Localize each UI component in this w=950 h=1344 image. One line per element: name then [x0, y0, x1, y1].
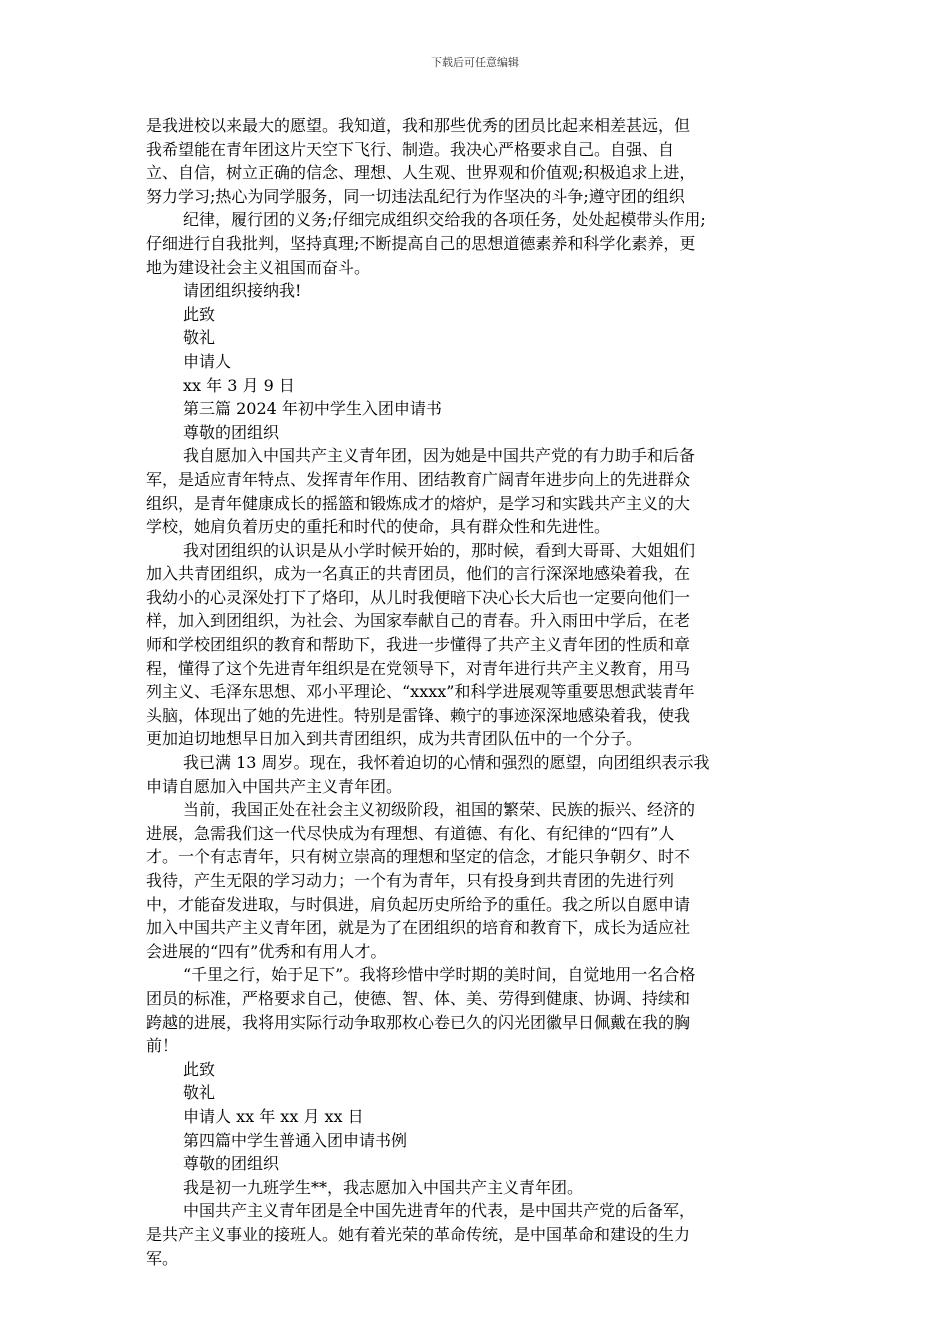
text-line: 会进展的“四有”优秀和有用人才。: [146, 941, 387, 961]
text-line: 敬礼: [183, 328, 216, 348]
text-line: 我希望能在青年团这片天空下飞行、制造。我决心严格要求自己。自强、自: [146, 139, 675, 159]
text-line: 团员的标准，严格要求自己，使德、智、体、美、劳得到健康、协调、持续和: [146, 988, 691, 1008]
text-line: 我待，产生无限的学习动力；一个有为青年，只有投身到共青团的先进行列: [146, 871, 675, 890]
text-line: 是我进校以来最大的愿望。我知道，我和那些优秀的团员比起来相差甚远，但: [146, 116, 691, 135]
text-line: 我是初一九班学生**，我志愿加入中国共产主义青年团。: [183, 1177, 584, 1197]
text-line: 进展，急需我们这一代尽快成为有理想、有道德、有化、有纪律的“四有”人: [146, 823, 675, 843]
text-line: 学校，她肩负着历史的重托和时代的使命，具有群众性和先进性。: [146, 517, 611, 537]
text-line: 第三篇 2024 年初中学生入团申请书: [183, 399, 442, 419]
text-line: 此致: [183, 1059, 216, 1079]
text-line: 我自愿加入中国共产主义青年团，因为她是中国共产党的有力助手和后备: [183, 446, 696, 466]
text-line: 样，加入到团组织，为社会、为国家奉献自己的青春。升入雨田中学后，在老: [146, 611, 691, 631]
text-line: 敬礼: [183, 1083, 216, 1103]
text-line: 地为建设社会主义祖国而奋斗。: [146, 257, 371, 277]
text-line: 立、自信，树立正确的信念、理想、人生观、世界观和价值观;积极追求上进，: [146, 163, 696, 183]
text-line: 更加迫切地想早日加入到共青团组织，成为共青团队伍中的一个分子。: [146, 729, 643, 749]
text-line: 我幼小的心灵深处打下了烙印，从儿时我便暗下决心长大后也一定要向他们一: [146, 587, 691, 607]
text-line: 是共产主义事业的接班人。她有着光荣的革命传统，是中国革命和建设的生力: [146, 1224, 691, 1244]
text-line: 列主义、毛泽东思想、邓小平理论、“xxxx”和科学进展观等重要思想武装青年: [146, 682, 695, 702]
text-line: 中国共产主义青年团是全中国先进青年的代表，是中国共产党的后备军，: [183, 1201, 696, 1221]
text-line: 此致: [183, 304, 216, 324]
text-line: 尊敬的团组织: [183, 1154, 280, 1174]
header-note: 下载后可任意编辑: [431, 56, 519, 69]
text-line: 中，才能奋发进取，与时俱进，肩负起历史所给予的重任。我之所以自愿申请: [146, 894, 691, 914]
text-line: 尊敬的团组织: [183, 422, 280, 442]
text-line: 组织，是青年健康成长的摇篮和锻炼成才的熔炉，是学习和实践共产主义的大: [146, 493, 691, 513]
text-line: 程，懂得了这个先进青年组织是在党领导下，对青年进行共产主义教育，用马: [146, 658, 691, 678]
text-line: 军。: [146, 1248, 179, 1268]
text-line: 请团组织接纳我!: [183, 281, 302, 301]
text-line: 跨越的进展，我将用实际行动争取那枚心卷已久的闪光团徽早日佩戴在我的胸: [146, 1012, 691, 1032]
text-line: 我对团组织的认识是从小学时候开始的，那时候，看到大哥哥、大姐姐们: [183, 540, 696, 560]
text-line: 我已满 13 周岁。现在，我怀着迫切的心情和强烈的愿望，向团组织表示我: [183, 753, 710, 773]
text-line: 申请自愿加入中国共产主义青年团。: [146, 776, 403, 796]
document-body: [146, 114, 806, 1270]
text-line: 前！: [146, 1036, 179, 1056]
text-line: “千里之行，始于足下”。我将珍惜中学时期的美时间，自觉地用一名合格: [183, 965, 696, 985]
text-line: 努力学习;热心为同学服务，同一切违法乱纪行为作坚决的斗争;遵守团的组织: [146, 186, 685, 206]
text-line: 头脑，体现出了她的先进性。特别是雷锋、赖宁的事迹深深地感染着我，使我: [146, 705, 691, 725]
text-line: 申请人: [183, 351, 232, 371]
text-line: 纪律，履行团的义务;仔细完成组织交给我的各项任务，处处起模带头作用;: [183, 210, 706, 230]
text-line: xx 年 3 月 9 日: [183, 375, 295, 395]
text-line: 才。一个有志青年，只有树立崇高的理想和坚定的信念，才能只争朝夕、时不: [146, 847, 691, 867]
text-line: 当前，我国正处在社会主义初级阶段，祖国的繁荣、民族的振兴、经济的: [183, 800, 696, 820]
text-line: 第四篇中学生普通入团申请书例: [183, 1130, 408, 1150]
text-line: 军，是适应青年特点、发挥青年作用、团结教育广阔青年进步向上的先进群众: [146, 469, 691, 489]
text-line: 加入中国共产主义青年团，就是为了在团组织的培育和教育下，成长为适应社: [146, 918, 691, 938]
text-line: 师和学校团组织的教育和帮助下，我进一步懂得了共产主义青年团的性质和章: [146, 635, 691, 655]
text-line: 仔细进行自我批判，坚持真理;不断提高自己的思想道德素养和科学化素养，更: [146, 233, 696, 253]
text-line: 申请人 xx 年 xx 月 xx 日: [183, 1106, 364, 1126]
text-line: 加入共青团组织，成为一名真正的共青团员，他们的言行深深地感染着我，在: [146, 564, 691, 584]
